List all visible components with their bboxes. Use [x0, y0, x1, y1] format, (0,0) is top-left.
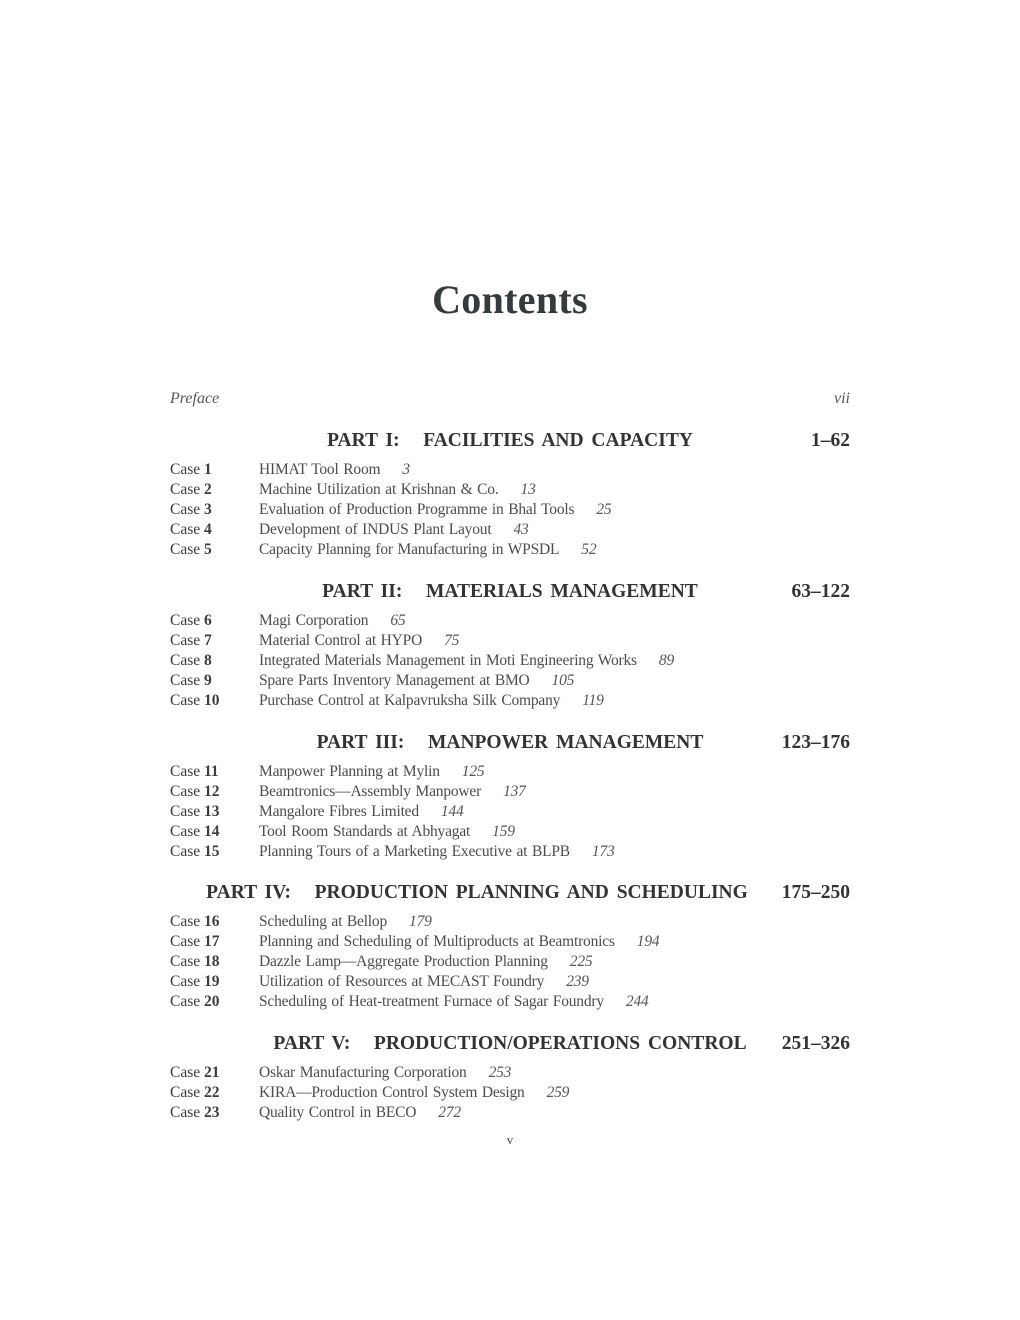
case-prefix: Case [170, 843, 201, 860]
case-number: 20 [204, 993, 220, 1010]
case-page: 43 [513, 521, 529, 538]
part-title: PART IV: PRODUCTION PLANNING AND SCHEDULING [206, 882, 748, 903]
case-prefix: Case [170, 672, 201, 689]
case-prefix: Case [170, 1104, 201, 1121]
case-number: 16 [204, 913, 220, 930]
case-label [170, 1104, 220, 1122]
case-title: Utilization of Resources at MECAST Foundry [259, 973, 545, 990]
case-number: 10 [204, 692, 220, 709]
part-page-range: 251–326 [781, 1033, 850, 1054]
case-page: 253 [488, 1064, 512, 1081]
case-page: 89 [658, 652, 674, 669]
case-title: Planning Tours of a Marketing Executive at BLPB [259, 843, 570, 860]
case-title: Magi Corporation [259, 612, 369, 629]
case-number: 2 [204, 481, 212, 498]
case-number: 5 [204, 541, 212, 558]
part-heading [170, 882, 850, 906]
case-page: 159 [492, 823, 515, 840]
preface-label: Preface [170, 390, 220, 407]
case-prefix: Case [170, 913, 201, 930]
case-page: 137 [503, 783, 526, 800]
case-title: Spare Parts Inventory Management at BMO [259, 672, 530, 689]
case-label [170, 612, 212, 630]
case-title: Planning and Scheduling of Multiproducts at Beamtronics [259, 933, 615, 950]
page-title: Contents [432, 277, 588, 322]
case-label [170, 993, 220, 1011]
case-prefix: Case [170, 953, 201, 970]
case-label [170, 501, 212, 519]
case-number: 21 [204, 1064, 220, 1081]
part-title: PART V: PRODUCTION/OPERATIONS CONTROL [273, 1033, 747, 1054]
case-prefix: Case [170, 1064, 201, 1081]
case-title: Capacity Planning for Manufacturing in WPSDL [259, 541, 560, 558]
case-page: 244 [625, 993, 649, 1010]
case-title: Integrated Materials Management in Moti Engineering Works [259, 652, 637, 669]
case-title: KIRA—Production Control System Design [259, 1084, 525, 1101]
case-prefix: Case [170, 933, 201, 950]
case-number: 15 [204, 843, 220, 860]
case-prefix: Case [170, 803, 201, 820]
part-heading [170, 430, 850, 454]
case-title: Material Control at HYPO [259, 632, 423, 649]
case-prefix: Case [170, 481, 201, 498]
part-page-range: 63–122 [791, 581, 850, 602]
case-page: 194 [636, 933, 660, 950]
case-prefix: Case [170, 1084, 201, 1101]
case-title: Development of INDUS Plant Layout [259, 521, 492, 538]
case-label [170, 823, 220, 841]
case-label [170, 763, 219, 781]
case-label [170, 1084, 220, 1102]
case-label [170, 783, 220, 801]
case-page: 52 [581, 541, 597, 558]
case-prefix: Case [170, 632, 201, 649]
case-page: 65 [390, 612, 406, 629]
case-number: 17 [204, 933, 220, 950]
case-number: 8 [204, 652, 212, 669]
case-label [170, 1064, 220, 1082]
case-number: 9 [204, 672, 212, 689]
case-title: Evaluation of Production Programme in Bhal Tools [259, 501, 575, 518]
case-number: 12 [204, 783, 220, 800]
case-label [170, 632, 212, 650]
part-title: PART III: MANPOWER MANAGEMENT [316, 732, 704, 753]
case-title: Purchase Control at Kalpavruksha Silk Company [259, 692, 561, 709]
case-number: 1 [204, 461, 212, 478]
case-label [170, 541, 212, 559]
case-page: 105 [551, 672, 575, 689]
case-number: 3 [204, 501, 212, 518]
case-title: Tool Room Standards at Abhyagat [259, 823, 471, 840]
case-prefix: Case [170, 692, 201, 709]
preface-page: vii [834, 390, 850, 407]
case-label [170, 913, 220, 931]
case-label [170, 481, 212, 499]
part-title: PART I: FACILITIES AND CAPACITY [327, 430, 693, 451]
case-prefix: Case [170, 823, 201, 840]
case-title: Oskar Manufacturing Corporation [259, 1064, 467, 1081]
case-page: 144 [440, 803, 464, 820]
case-number: 18 [204, 953, 220, 970]
case-label [170, 461, 212, 479]
case-title: Machine Utilization at Krishnan & Co. [259, 481, 499, 498]
part-heading [170, 1033, 850, 1057]
page-number: v [506, 1132, 514, 1147]
case-prefix: Case [170, 521, 201, 538]
case-title: Scheduling at Bellop [259, 913, 388, 930]
case-number: 23 [204, 1104, 220, 1121]
case-page: 225 [569, 953, 593, 970]
case-page: 75 [444, 632, 460, 649]
part-page-range: 123–176 [781, 732, 850, 753]
case-page: 173 [591, 843, 615, 860]
case-title: Mangalore Fibres Limited [259, 803, 419, 820]
case-page: 13 [520, 481, 536, 498]
case-title: Manpower Planning at Mylin [259, 763, 440, 780]
case-page: 3 [402, 461, 410, 478]
toc-entry-preface [170, 390, 850, 412]
case-page: 272 [438, 1104, 461, 1121]
case-page: 125 [461, 763, 485, 780]
case-page: 25 [596, 501, 612, 518]
case-page: 119 [582, 692, 604, 709]
case-page: 259 [546, 1084, 570, 1101]
case-prefix: Case [170, 973, 201, 990]
case-title: Beamtronics—Assembly Manpower [259, 783, 482, 800]
case-label [170, 973, 220, 991]
case-label [170, 933, 220, 951]
case-number: 7 [204, 632, 212, 649]
case-page: 239 [566, 973, 589, 990]
case-number: 11 [204, 763, 219, 780]
part-heading [170, 581, 850, 605]
case-label [170, 521, 212, 539]
case-label [170, 803, 220, 821]
case-prefix: Case [170, 501, 201, 518]
case-prefix: Case [170, 763, 201, 780]
part-title: PART II: MATERIALS MANAGEMENT [322, 581, 698, 602]
case-label [170, 843, 220, 861]
case-title: Quality Control in BECO [259, 1104, 417, 1121]
part-page-range: 175–250 [781, 882, 850, 903]
case-number: 22 [204, 1084, 220, 1101]
part-page-range: 1–62 [811, 430, 850, 451]
case-prefix: Case [170, 783, 201, 800]
case-title: Scheduling of Heat-treatment Furnace of Sagar Foundry [259, 993, 604, 1010]
case-number: 14 [204, 823, 220, 840]
case-label [170, 953, 220, 971]
part-heading [170, 732, 850, 756]
case-label [170, 652, 212, 670]
case-prefix: Case [170, 652, 201, 669]
case-label [170, 672, 212, 690]
case-title: HIMAT Tool Room [259, 461, 381, 478]
case-page: 179 [409, 913, 432, 930]
case-number: 13 [204, 803, 220, 820]
case-prefix: Case [170, 461, 201, 478]
case-prefix: Case [170, 993, 201, 1010]
case-prefix: Case [170, 541, 201, 558]
case-prefix: Case [170, 612, 201, 629]
case-label [170, 692, 220, 710]
case-number: 19 [204, 973, 220, 990]
case-number: 6 [204, 612, 212, 629]
case-title: Dazzle Lamp—Aggregate Production Planning [259, 953, 548, 970]
case-number: 4 [204, 521, 212, 538]
